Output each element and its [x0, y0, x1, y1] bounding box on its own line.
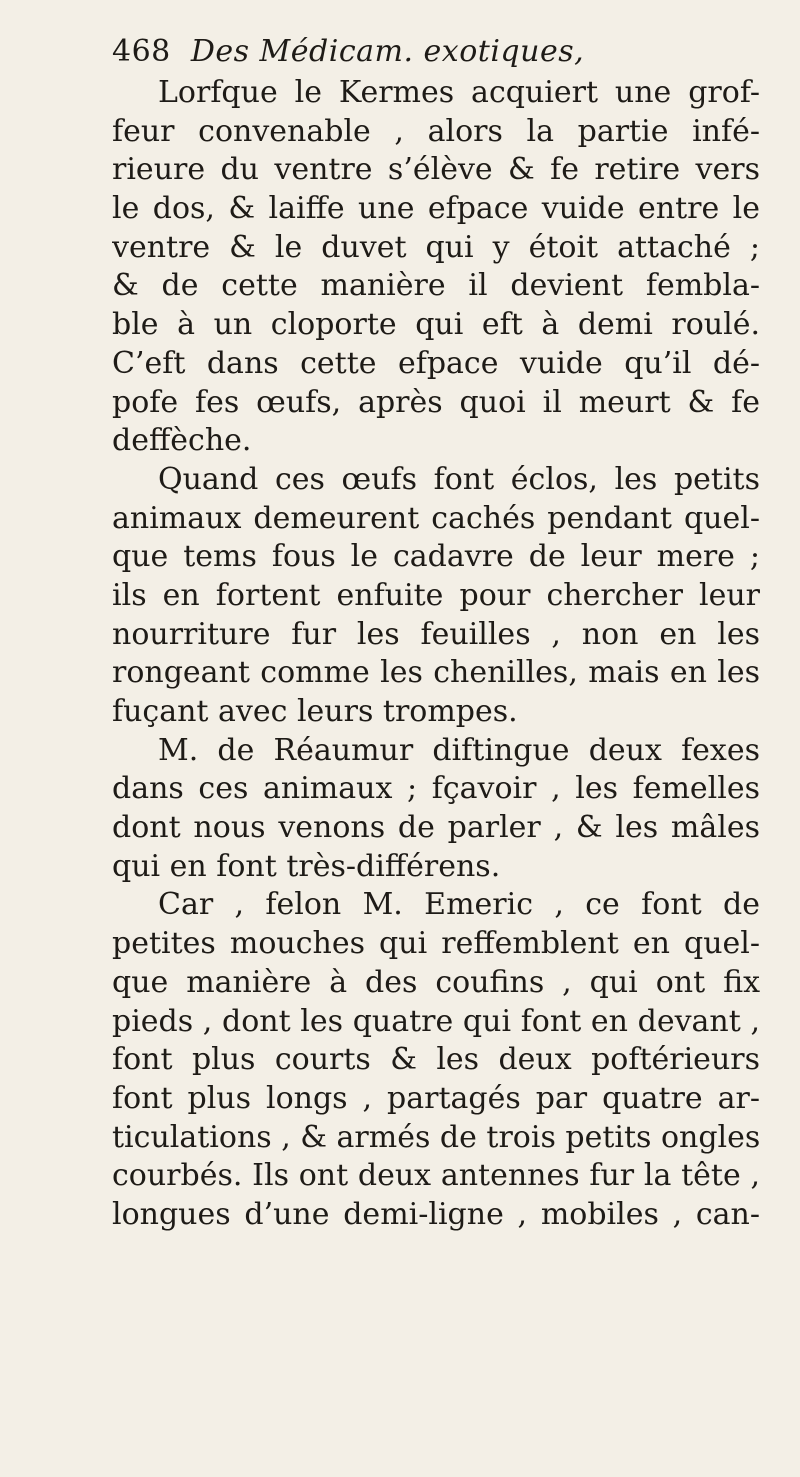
text-line: pofe fes œufs, après quoi il meurt & fe: [112, 384, 760, 420]
text-line: ble à un cloporte qui eft à demi roulé.: [112, 307, 760, 343]
text-line: fuçant avec leurs trompes.: [112, 694, 518, 729]
text-line: C’eft dans cette efpace vuide qu’il dé-: [112, 345, 760, 381]
text-line: Lorfque le Kermes acquiert une grof-: [158, 75, 760, 110]
running-title: Des Médicam. exotiques,: [190, 34, 585, 69]
text-line: longues d’une demi-ligne , mobiles , can-: [112, 1196, 760, 1232]
text-line: font plus longs , partagés par quatre ar-: [112, 1080, 760, 1116]
text-line: le dos, & laiffe une efpace vuide entre le: [112, 191, 760, 227]
text-line: Quand ces œufs font éclos, les petits: [158, 461, 760, 497]
text-line: feur convenable , alors la partie infé-: [112, 113, 760, 149]
text-line: dans ces animaux ; fçavoir , les femelles: [112, 771, 760, 807]
body-text: [112, 74, 760, 1235]
text-line: font plus courts & les deux poftérieurs: [112, 1042, 760, 1078]
text-line: rieure du ventre s’élève & fe retire vers: [112, 152, 760, 188]
text-line: Car , felon M. Emeric , ce font de: [158, 887, 760, 923]
page-number: 468: [112, 34, 171, 69]
text-line: qui en font très-différens.: [112, 848, 501, 884]
text-line: M. de Réaumur diftingue deux fexes: [158, 732, 760, 768]
text-line: pieds , dont les quatre qui font en devant ,: [112, 1003, 760, 1039]
text-line: ventre & le duvet qui y étoit attaché ;: [112, 229, 760, 265]
text-line: courbés. Ils ont deux antennes fur la tête ,: [112, 1158, 760, 1194]
text-line: animaux demeurent cachés pendant quel-: [112, 500, 760, 536]
text-line: que manière à des coufins , qui ont fix: [112, 964, 760, 1000]
text-line: petites mouches qui reffemblent en quel-: [112, 926, 760, 962]
text-line: nourriture fur les feuilles , non en les: [112, 616, 760, 652]
text-line: deffèche.: [112, 423, 252, 459]
text-line: dont nous venons de parler , & les mâles: [112, 810, 760, 846]
text-line: ils en fortent enfuite pour chercher leur: [112, 577, 760, 613]
text-line: & de cette manière il devient fembla-: [112, 268, 760, 304]
text-line: rongeant comme les chenilles, mais en les: [112, 655, 760, 691]
text-line: que tems fous le cadavre de leur mere ;: [112, 539, 760, 575]
text-line: ticulations , & armés de trois petits ongles: [112, 1119, 760, 1155]
running-head: [112, 30, 760, 74]
